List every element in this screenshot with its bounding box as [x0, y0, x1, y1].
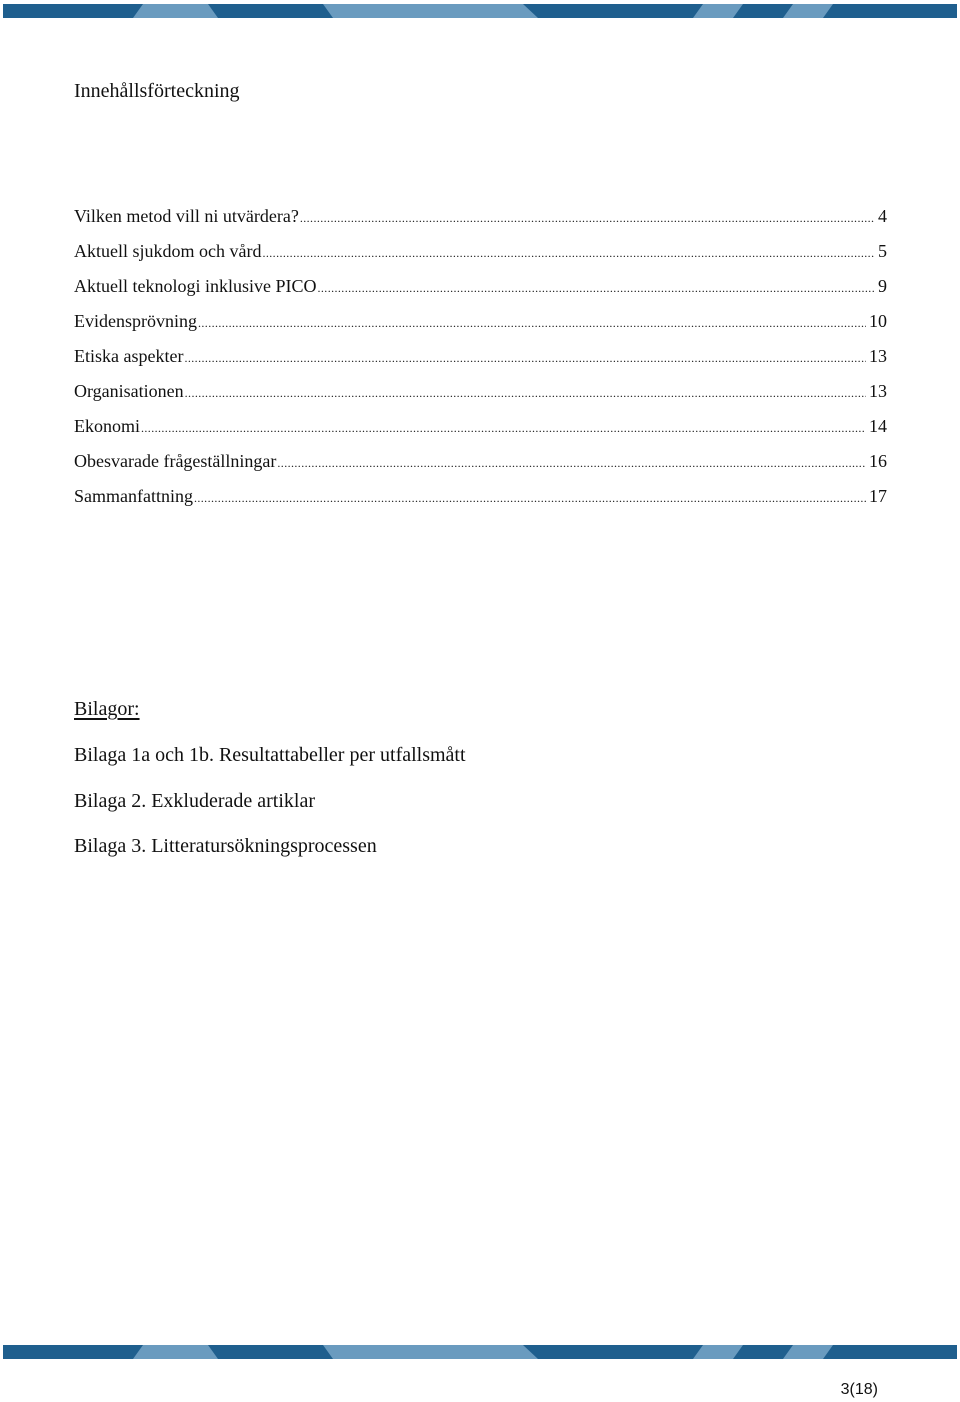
toc-dot-leader: [184, 352, 866, 364]
toc-dot-leader: [141, 422, 866, 434]
appendix-item: Bilaga 2. Exkluderade artiklar: [74, 789, 316, 812]
toc-entry[interactable]: [74, 239, 887, 274]
toc-entry-page-number: 4: [878, 206, 887, 226]
toc-entry-title: Aktuell sjukdom och vård: [74, 241, 262, 261]
toc-dot-leader: [198, 317, 866, 329]
footer-decorative-band: [3, 1345, 957, 1359]
toc-entry-page-number: 16: [869, 451, 887, 471]
toc-entry-title: Vilken metod vill ni utvärdera?: [74, 206, 299, 226]
page-number: 3(18): [840, 1381, 878, 1398]
toc-entry-title: Aktuell teknologi inklusive PICO: [74, 276, 317, 296]
toc-dot-leader: [194, 492, 866, 504]
toc-entry[interactable]: [74, 309, 887, 344]
toc-entry[interactable]: [74, 449, 887, 484]
toc-entry-title: Sammanfattning: [74, 486, 193, 506]
toc-entry-title: Obesvarade frågeställningar: [74, 451, 277, 471]
toc-entry[interactable]: [74, 204, 887, 239]
appendix-list: [74, 742, 466, 879]
toc-entry-title: Etiska aspekter: [74, 346, 184, 366]
appendix-heading: Bilagor:: [74, 698, 140, 720]
toc-entry-page-number: 10: [869, 311, 887, 331]
toc-heading: Innehållsförteckning: [74, 80, 240, 102]
toc-entry-page-number: 9: [878, 276, 887, 296]
header-decorative-band: [3, 4, 957, 18]
header-band-graphic: [3, 4, 957, 18]
toc-dot-leader: [262, 247, 875, 259]
toc-entry-page-number: 14: [869, 416, 887, 436]
toc-dot-leader: [300, 212, 875, 224]
toc-entry-title: Evidensprövning: [74, 311, 197, 331]
toc-entry-title: Ekonomi: [74, 416, 140, 436]
toc-entry-page-number: 5: [878, 241, 887, 261]
appendix-item: Bilaga 1a och 1b. Resultattabeller per utfallsmått: [74, 744, 466, 766]
toc-dot-leader: [277, 457, 866, 469]
appendix-item: Bilaga 3. Litteratursökningsprocessen: [74, 835, 377, 857]
toc-entry[interactable]: [74, 414, 887, 449]
toc-entry-title: Organisationen: [74, 381, 184, 401]
toc-entry[interactable]: [74, 344, 887, 379]
toc-dot-leader: [318, 282, 876, 294]
footer-band-graphic: [3, 1345, 957, 1359]
toc-entry[interactable]: [74, 274, 887, 309]
toc-dot-leader: [185, 387, 866, 399]
toc-list: [74, 204, 887, 519]
toc-entry-page-number: 13: [869, 346, 887, 366]
toc-entry-page-number: 13: [869, 381, 887, 401]
toc-entry[interactable]: [74, 379, 887, 414]
toc-entry[interactable]: [74, 484, 887, 519]
toc-entry-page-number: 17: [869, 486, 887, 506]
